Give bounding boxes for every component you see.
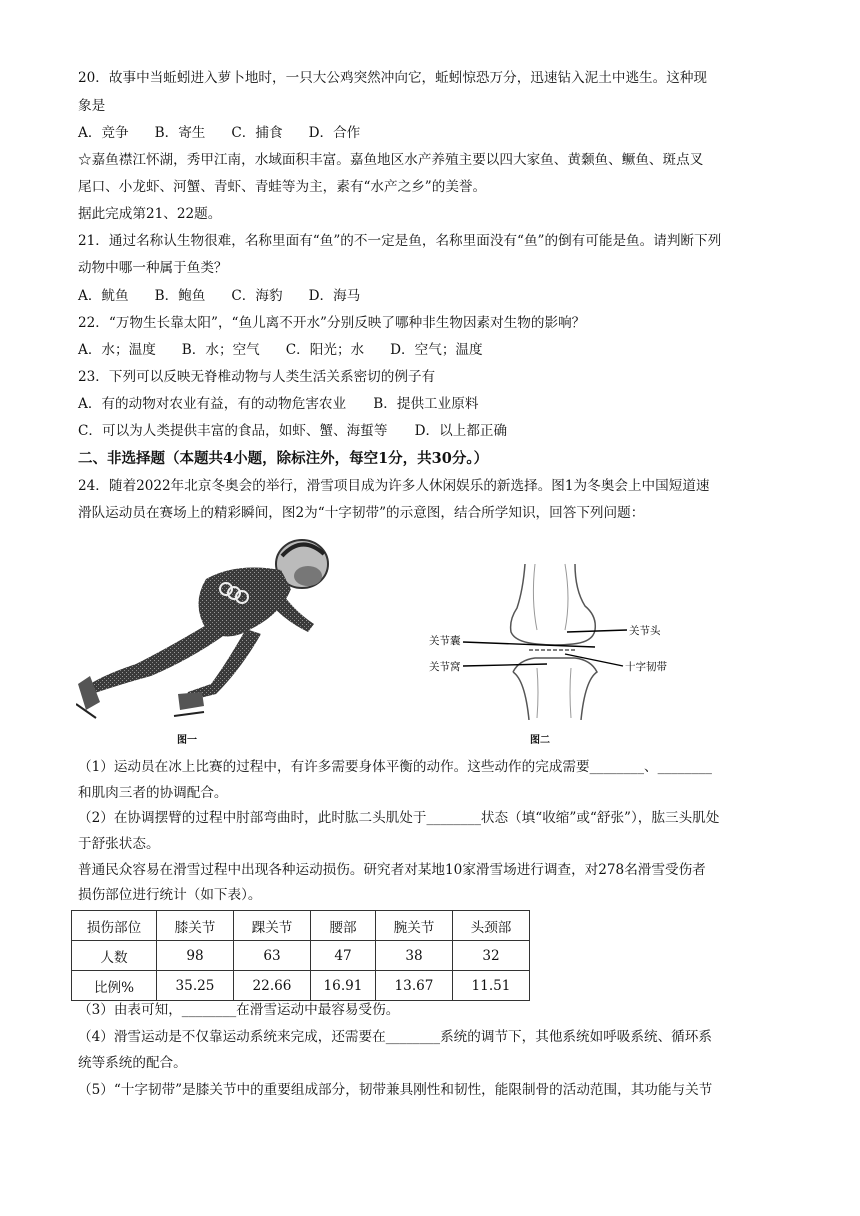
- table-cell: 13.67: [376, 971, 453, 1001]
- option: B．水；空气: [181, 342, 260, 358]
- table-cell: 47: [311, 941, 376, 971]
- q24-line2: 滑队运动员在赛场上的精彩瞬间，图2为“十字韧带”的示意图，结合所学知识，回答下列问题：: [78, 505, 645, 521]
- table-cell: 腰部: [311, 911, 376, 941]
- part1-line1: （1）运动员在冰上比赛的过程中，有许多需要身体平衡的动作。这些动作的完成需要________、________: [78, 759, 712, 775]
- table-cell: 32: [453, 941, 530, 971]
- table-cell: 11.51: [453, 971, 530, 1001]
- table-row: [72, 941, 530, 971]
- intro-line1: ☆嘉鱼襟江怀湖，秀甲江南，水域面积丰富。嘉鱼地区水产养殖主要以四大家鱼、黄颡鱼、鳜鱼、斑点叉: [78, 152, 704, 168]
- label-joint-head: 关节头: [629, 625, 661, 637]
- label-joint-capsule: 关节囊: [429, 635, 461, 647]
- table-header-row: [72, 911, 530, 941]
- option: A．竞争: [78, 125, 129, 141]
- table-cell: 损伤部位: [72, 911, 157, 941]
- table-cell: 比例%: [72, 971, 157, 1001]
- option: A．鱿鱼: [78, 288, 129, 304]
- injury-table: [71, 910, 530, 1001]
- q23-line: 23．下列可以反映无脊椎动物与人类生活关系密切的例子有: [78, 369, 436, 385]
- figure-skater-image: [76, 534, 346, 730]
- option: D．海马: [308, 288, 361, 304]
- table-cell: 35.25: [157, 971, 234, 1001]
- table-cell: 踝关节: [234, 911, 311, 941]
- table-cell: 膝关节: [157, 911, 234, 941]
- option: C．阳光；水: [285, 342, 365, 358]
- figure-knee-diagram: [425, 560, 690, 720]
- option: D．空气；温度: [390, 342, 483, 358]
- table-row: [72, 971, 530, 1001]
- q20-line2: 象是: [78, 98, 106, 114]
- q24-line1: 24．随着2022年北京冬奥会的举行，滑雪项目成为许多人休闲娱乐的新选择。图1为冬奥会上中国短道速: [78, 478, 710, 494]
- intro-line3: 据此完成第21、22题。: [78, 206, 222, 222]
- option: B．鲍鱼: [154, 288, 206, 304]
- q22-options: [78, 340, 509, 360]
- q20-options: [78, 123, 386, 143]
- table-cell: 38: [376, 941, 453, 971]
- table-cell: 16.91: [311, 971, 376, 1001]
- section-heading: 二、非选择题（本题共4小题，除标注外，每空1分，共30分。）: [78, 450, 489, 467]
- option: C．海豹: [231, 288, 283, 304]
- q22-line: 22．“万物生长靠太阳”，“鱼儿离不开水”分别反映了哪种非生物因素对生物的影响？: [78, 315, 586, 331]
- q21-line2: 动物中哪一种属于鱼类？: [78, 260, 228, 276]
- part2-line2: 于舒张状态。: [78, 836, 160, 852]
- table-cell: 22.66: [234, 971, 311, 1001]
- paragraph-line2: 损伤部位进行统计（如下表）。: [78, 887, 262, 903]
- paragraph-line1: 普通民众容易在滑雪过程中出现各种运动损伤。研究者对某地10家滑雪场进行调查，对278名滑雪受伤者: [78, 862, 706, 878]
- part5-line1: （5）“十字韧带”是膝关节中的重要组成部分，韧带兼具刚性和韧性，能限制骨的活动范围，其功能与关节: [78, 1082, 713, 1098]
- part2-line1: （2）在协调摆臂的过程中肘部弯曲时，此时肱二头肌处于________状态（填“收缩”或“舒张”），肱三头肌处: [78, 810, 720, 826]
- part4-line1: （4）滑雪运动是不仅靠运动系统来完成，还需要在________系统的调节下，其他系统如呼吸系统、循环系: [78, 1029, 712, 1045]
- table-cell: 63: [234, 941, 311, 971]
- figure2-caption: 图二: [530, 735, 550, 746]
- table-cell: 98: [157, 941, 234, 971]
- label-joint-socket: 关节窝: [429, 661, 461, 673]
- q20-line1: 20．故事中当蚯蚓进入萝卜地时，一只大公鸡突然冲向它，蚯蚓惊恐万分，迅速钻入泥土中逃生。这种现: [78, 70, 708, 86]
- label-cruciate-ligament: 十字韧带: [625, 661, 667, 673]
- figure1-caption: 图一: [177, 735, 197, 746]
- intro-line2: 尾口、小龙虾、河蟹、青虾、青蛙等为主，素有“水产之乡”的美誉。: [78, 179, 487, 195]
- option: A．水；温度: [78, 342, 156, 358]
- q23-options-cd: C．可以为人类提供丰富的食品，如虾、蟹、海蜇等 D．以上都正确: [78, 423, 508, 439]
- q21-options: [78, 286, 386, 306]
- table-cell: 人数: [72, 941, 157, 971]
- part3-line: （3）由表可知，________在滑雪运动中最容易受伤。: [78, 1002, 400, 1018]
- q21-line1: 21．通过名称认生物很难，名称里面有“鱼”的不一定是鱼，名称里面没有“鱼”的倒有可能是鱼。请判断下列: [78, 233, 722, 249]
- option: C．捕食: [231, 125, 283, 141]
- table-cell: 头颈部: [453, 911, 530, 941]
- option: B．寄生: [154, 125, 206, 141]
- part1-line2: 和肌肉三者的协调配合。: [78, 785, 228, 801]
- q23-options-ab: A．有的动物对农业有益，有的动物危害农业 B．提供工业原料: [78, 396, 479, 412]
- part4-line2: 统等系统的配合。: [78, 1055, 187, 1071]
- table-cell: 腕关节: [376, 911, 453, 941]
- option: D．合作: [308, 125, 361, 141]
